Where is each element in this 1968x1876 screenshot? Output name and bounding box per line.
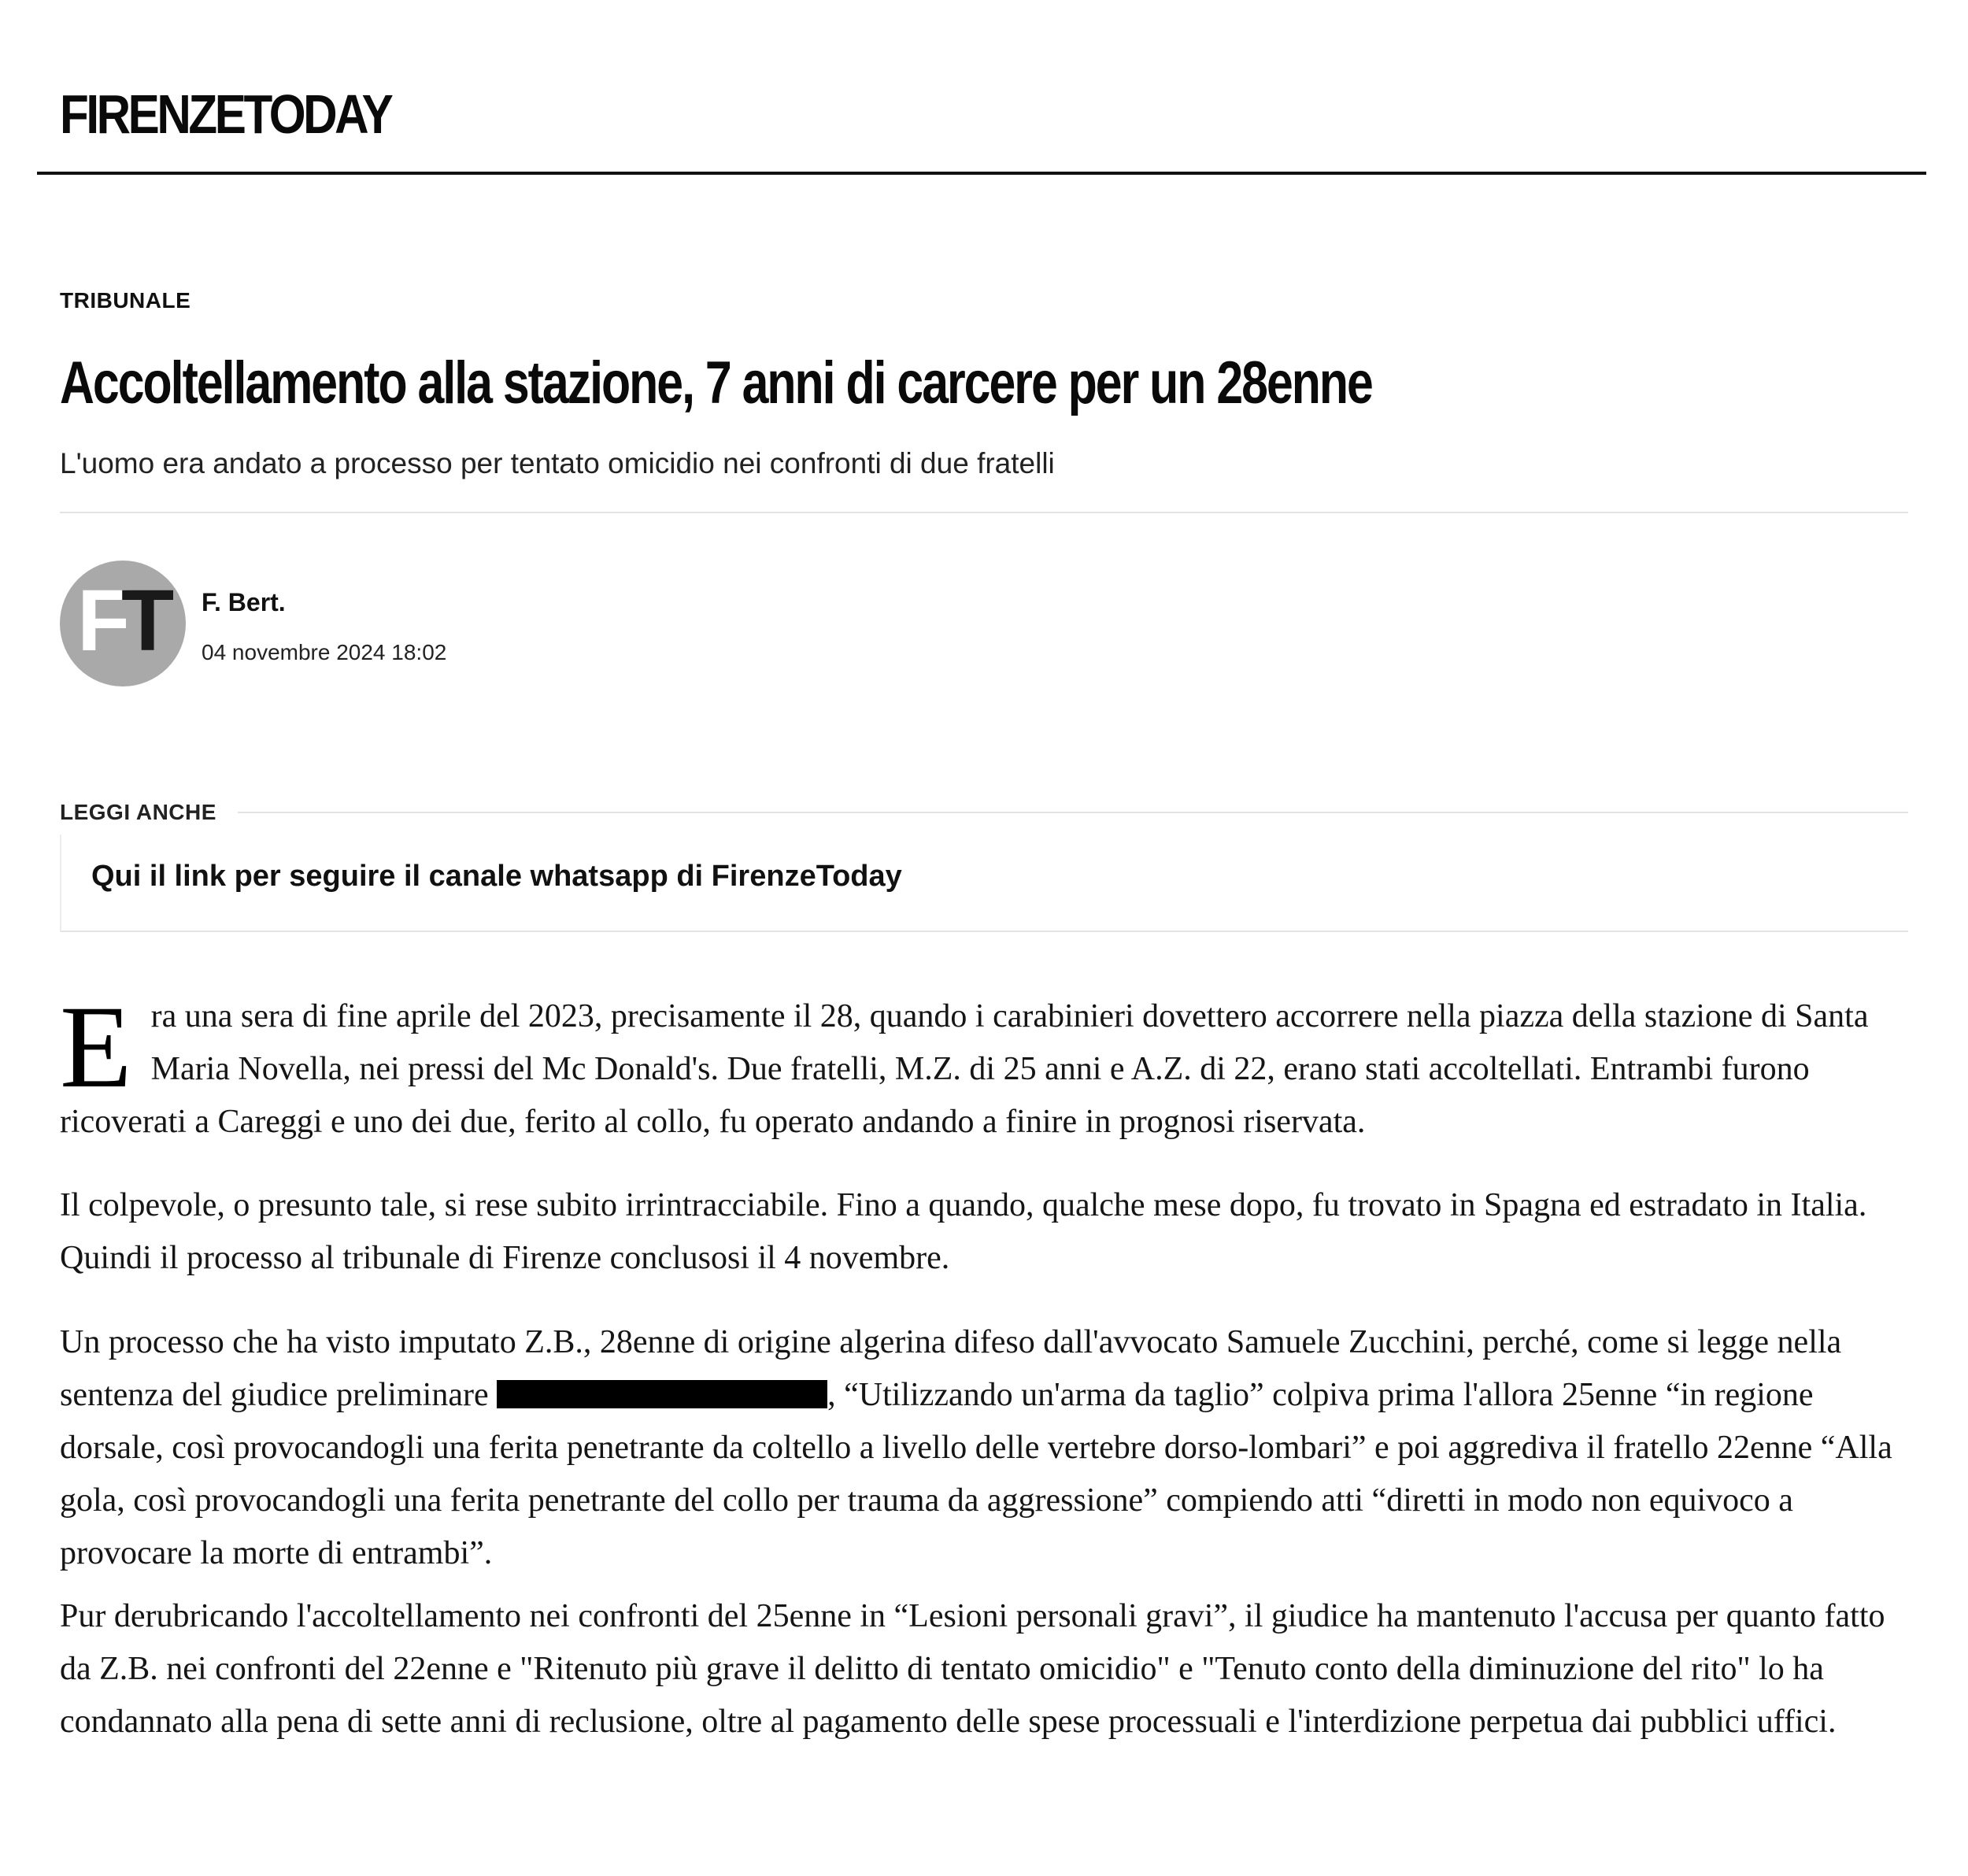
- related-box: [60, 834, 1908, 932]
- article-category[interactable]: TRIBUNALE: [60, 288, 191, 313]
- article-paragraph: Il colpevole, o presunto tale, si rese subito irrintracciabile. Fino a quando, qualche mese dopo, fu trovato in Spagna ed estradato in Italia. Quindi il processo al tribunale di Firenze conclusosi il 4 novembre.: [60, 1187, 1867, 1276]
- redaction-block: [497, 1380, 827, 1408]
- author-name[interactable]: F. Bert.: [202, 588, 286, 616]
- article-paragraph: [60, 1316, 1918, 1580]
- publish-date: 04 novembre 2024 18:02: [202, 640, 447, 664]
- article-paragraph: [60, 982, 1918, 1149]
- related-label: LEGGI ANCHE: [60, 800, 216, 824]
- avatar-initial-f: F: [77, 572, 131, 669]
- divider: [60, 512, 1908, 513]
- paragraph-text: , “Utilizzando un'arma da taglio” colpiva prima l'allora 25enne “in regione dorsale, così provocandogli una ferita penetrante da coltello a livello delle vertebre dorso-lombari” e poi aggrediva il fratello 22enne “Alla gola, così provocandogli una ferita penetrante del collo per trauma da aggressione” compiendo atti “diretti in modo non equivoco a provocare la morte di entrambi”.: [60, 1377, 1892, 1571]
- related-divider: [238, 812, 1908, 813]
- article-subtitle: L'uomo era andato a processo per tentato omicidio nei confronti di due fratelli: [60, 447, 1055, 479]
- author-avatar[interactable]: [60, 561, 186, 686]
- avatar-initial-t: T: [121, 572, 175, 669]
- drop-cap: E: [60, 982, 132, 1112]
- article-paragraph: Pur derubricando l'accoltellamento nei confronti del 25enne in “Lesioni personali gravi”, il giudice ha mantenuto l'accusa per quanto fatto da Z.B. nei confronti del 22enne e "Ritenuto più grave il delitto di tentato omicidio" e "Tenuto conto della diminuzione del rito" lo ha condannato alla pena di sette anni di reclusione, oltre al pagamento delle spese processuali e l'interdizione perpetua dai pubblici uffici.: [60, 1598, 1885, 1740]
- paragraph-text: ra una sera di fine aprile del 2023, precisamente il 28, quando i carabinieri dovettero accorrere nella piazza della stazione di Santa Maria Novella, nei pressi del Mc Donald's. Due fratelli, M.Z. di 25 anni e A.Z. di 22, erano stati accoltellati. Entrambi furono ricoverati a Careggi e uno dei due, ferito al collo, fu operato andando a finire in prognosi riservata.: [60, 998, 1869, 1140]
- site-header: [37, 0, 1926, 175]
- paragraph-text: Un processo che ha visto imputato Z.B., 28enne di origine algerina difeso dall'avvocato Samuele Zucchini, perché, come si legge nella sentenza del giudice preliminare: [60, 1324, 1842, 1413]
- site-logo[interactable]: FIRENZETODAY: [60, 83, 391, 145]
- article-headline: Accoltellamento alla stazione, 7 anni di carcere per un 28enne: [60, 350, 1372, 416]
- related-link[interactable]: Qui il link per seguire il canale whatsapp di FirenzeToday: [91, 860, 902, 893]
